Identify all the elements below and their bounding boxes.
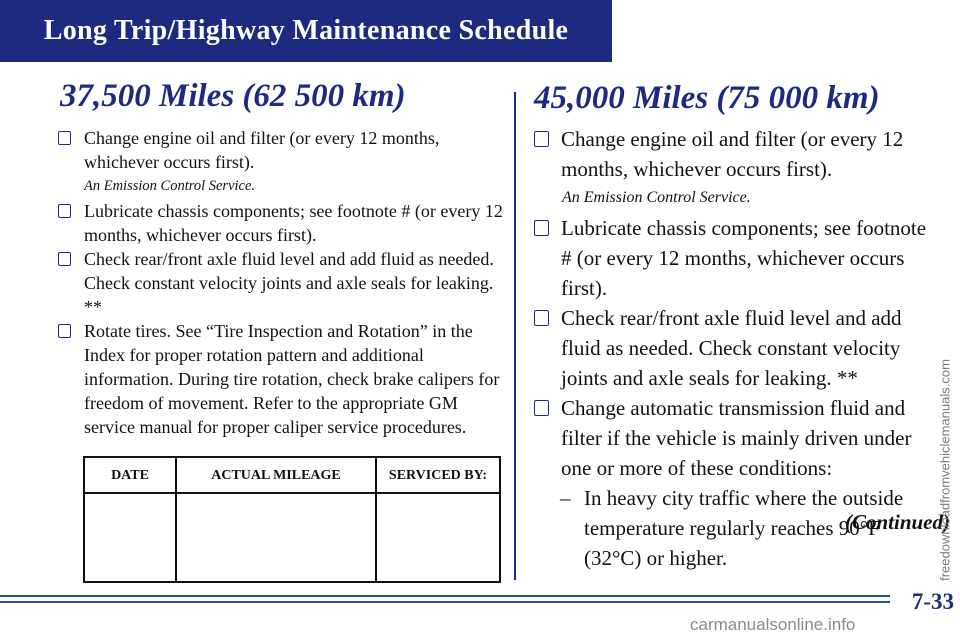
emission-note: An Emission Control Service. — [84, 178, 256, 194]
column-header-mileage: ACTUAL MILEAGE — [211, 468, 341, 483]
service-log-table — [83, 456, 501, 583]
checkbox-icon — [534, 310, 549, 326]
checklist-item — [534, 213, 934, 303]
checkbox-icon — [58, 324, 71, 338]
watermark-text: freedownloadfromvehiclemanuals.com — [937, 359, 953, 581]
checkbox-icon — [58, 252, 71, 266]
item-text: Check rear/front axle fluid level and add fluid as needed. Check constant velocity joints and axle seals for leaking. ** — [561, 306, 902, 390]
right-section-title: 45,000 Miles (75 000 km) — [534, 80, 880, 116]
checkbox-icon — [534, 131, 549, 147]
checkbox-icon — [58, 131, 71, 145]
column-divider — [514, 92, 516, 580]
column-header-date: DATE — [111, 468, 149, 483]
item-text: Change engine oil and filter (or every 12 months, whichever occurs first). — [561, 127, 904, 181]
column-header-serviced-by: SERVICED BY: — [388, 468, 488, 483]
page-title: Long Trip/Highway Maintenance Schedule — [43, 15, 569, 46]
item-text: Lubricate chassis components; see footnote # (or every 12 months, whichever occurs first). — [84, 201, 503, 245]
footer-watermark: carmanualsonline.info — [690, 615, 856, 634]
item-text: Lubricate chassis components; see footnote # (or every 12 months, whichever occurs first). — [561, 216, 927, 300]
item-text: Rotate tires. See “Tire Inspection and Rotation” in the Index for proper rotation pattern and additional information. During tire rotation, check brake calipers for freedom of movement. Refer to the appropriate GM service manual for proper caliper service procedures. — [84, 321, 500, 437]
checkbox-icon — [534, 220, 549, 236]
checkbox-icon — [58, 204, 71, 218]
page-number: 7-33 — [911, 589, 954, 614]
side-watermark — [935, 320, 955, 620]
checkbox-icon — [534, 400, 549, 416]
item-text: Change automatic transmission fluid and filter if the vehicle is mainly driven under one or more of these conditions: — [561, 396, 912, 480]
footer-rule — [0, 601, 890, 603]
checklist-item — [534, 303, 934, 393]
checklist-item — [58, 247, 506, 319]
checklist-item — [534, 124, 934, 184]
item-text: Change engine oil and filter (or every 12 months, whichever occurs first). — [84, 128, 440, 172]
emission-note: An Emission Control Service. — [562, 189, 751, 206]
checklist-item — [58, 126, 506, 174]
left-section-title: 37,500 Miles (62 500 km) — [60, 78, 406, 114]
right-checklist — [534, 124, 934, 573]
sub-item-text: In heavy city traffic where the outside temperature regularly reaches 90°F (32°C) or higher. — [584, 486, 904, 570]
footer-rule — [0, 595, 890, 597]
checklist-item — [534, 393, 934, 483]
checklist-item — [58, 319, 506, 439]
continued-label: (Continued) — [844, 510, 950, 534]
dash-bullet-icon: – — [560, 486, 571, 510]
checklist-item — [58, 199, 506, 247]
item-text: Check rear/front axle fluid level and add fluid as needed. Check constant velocity joints and axle seals for leaking. ** — [84, 249, 494, 317]
left-checklist — [58, 126, 506, 439]
